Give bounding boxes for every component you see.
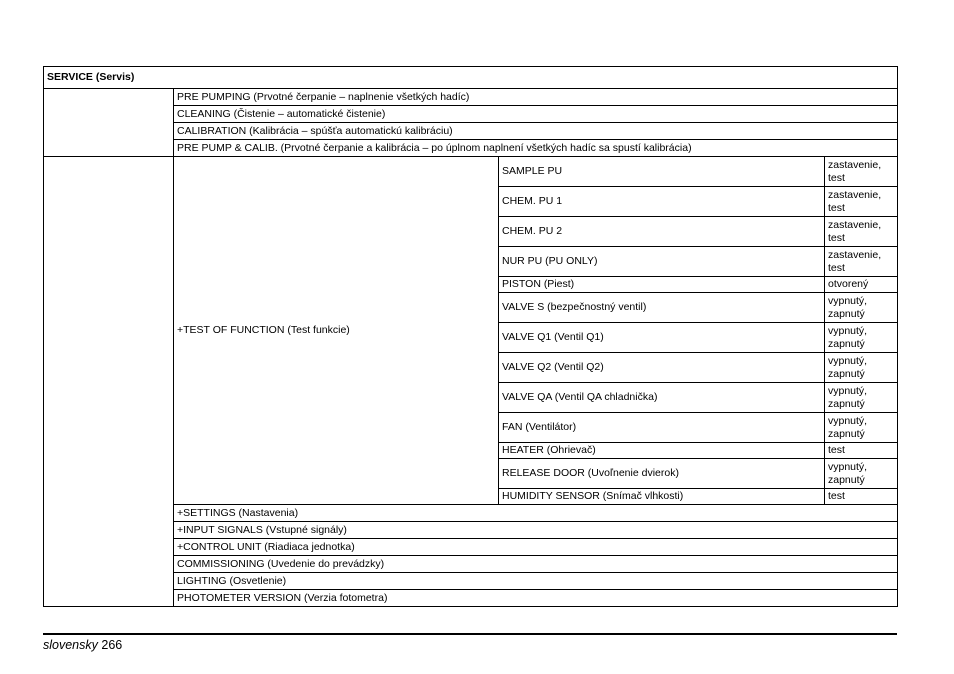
test-item-release-door: RELEASE DOOR (Uvoľnenie dvierok)	[499, 459, 825, 489]
test-item-heater: HEATER (Ohrievač)	[499, 443, 825, 459]
test-item-chem-pu-1: CHEM. PU 1	[499, 187, 825, 217]
test-options: zastavenie, test	[825, 157, 898, 187]
test-item-valve-qa: VALVE QA (Ventil QA chladnička)	[499, 383, 825, 413]
test-item-valve-q1: VALVE Q1 (Ventil Q1)	[499, 323, 825, 353]
test-options: vypnutý, zapnutý	[825, 383, 898, 413]
test-options: vypnutý, zapnutý	[825, 293, 898, 323]
page-number: 266	[101, 638, 123, 652]
test-item-sample-pu: SAMPLE PU	[499, 157, 825, 187]
test-options: otvorený	[825, 277, 898, 293]
menu-item-commissioning: COMMISSIONING (Uvedenie do prevádzky)	[174, 556, 898, 573]
service-menu-table	[43, 66, 898, 607]
blank-cell	[44, 89, 174, 157]
menu-item-pre-pumping: PRE PUMPING (Prvotné čerpanie – naplnenie všetkých hadíc)	[174, 89, 898, 106]
test-item-chem-pu-2: CHEM. PU 2	[499, 217, 825, 247]
test-options: vypnutý, zapnutý	[825, 353, 898, 383]
test-item-valve-q2: VALVE Q2 (Ventil Q2)	[499, 353, 825, 383]
menu-item-test-of-function: +TEST OF FUNCTION (Test funkcie)	[174, 157, 499, 505]
menu-item-settings: +SETTINGS (Nastavenia)	[174, 505, 898, 522]
menu-item-pre-pump-calib: PRE PUMP & CALIB. (Prvotné čerpanie a kalibrácia – po úplnom naplnení všetkých hadíc sa spustí kalibrácia)	[174, 140, 898, 157]
test-options: zastavenie, test	[825, 247, 898, 277]
test-options: test	[825, 443, 898, 459]
test-options: zastavenie, test	[825, 217, 898, 247]
test-options: zastavenie, test	[825, 187, 898, 217]
service-heading: SERVICE (Servis)	[44, 67, 898, 89]
menu-item-input-signals: +INPUT SIGNALS (Vstupné signály)	[174, 522, 898, 539]
test-item-nur-pu: NUR PU (PU ONLY)	[499, 247, 825, 277]
test-item-humidity-sensor: HUMIDITY SENSOR (Snímač vlhkosti)	[499, 489, 825, 505]
menu-item-cleaning: CLEANING (Čistenie – automatické čistenie)	[174, 106, 898, 123]
test-item-valve-s: VALVE S (bezpečnostný ventil)	[499, 293, 825, 323]
test-item-piston: PISTON (Piest)	[499, 277, 825, 293]
blank-cell	[44, 157, 174, 607]
page-footer	[43, 638, 122, 652]
test-options: vypnutý, zapnutý	[825, 413, 898, 443]
menu-item-control-unit: +CONTROL UNIT (Riadiaca jednotka)	[174, 539, 898, 556]
menu-item-lighting: LIGHTING (Osvetlenie)	[174, 573, 898, 590]
table-row	[44, 89, 898, 106]
table-header-row	[44, 67, 898, 89]
test-options: vypnutý, zapnutý	[825, 323, 898, 353]
menu-item-photometer-version: PHOTOMETER VERSION (Verzia fotometra)	[174, 590, 898, 607]
footer-rule	[43, 633, 897, 635]
footer-language: slovensky	[43, 638, 98, 652]
test-item-fan: FAN (Ventilátor)	[499, 413, 825, 443]
menu-item-calibration: CALIBRATION (Kalibrácia – spúšťa automatickú kalibráciu)	[174, 123, 898, 140]
test-options: vypnutý, zapnutý	[825, 459, 898, 489]
test-options: test	[825, 489, 898, 505]
table-row	[44, 157, 898, 187]
